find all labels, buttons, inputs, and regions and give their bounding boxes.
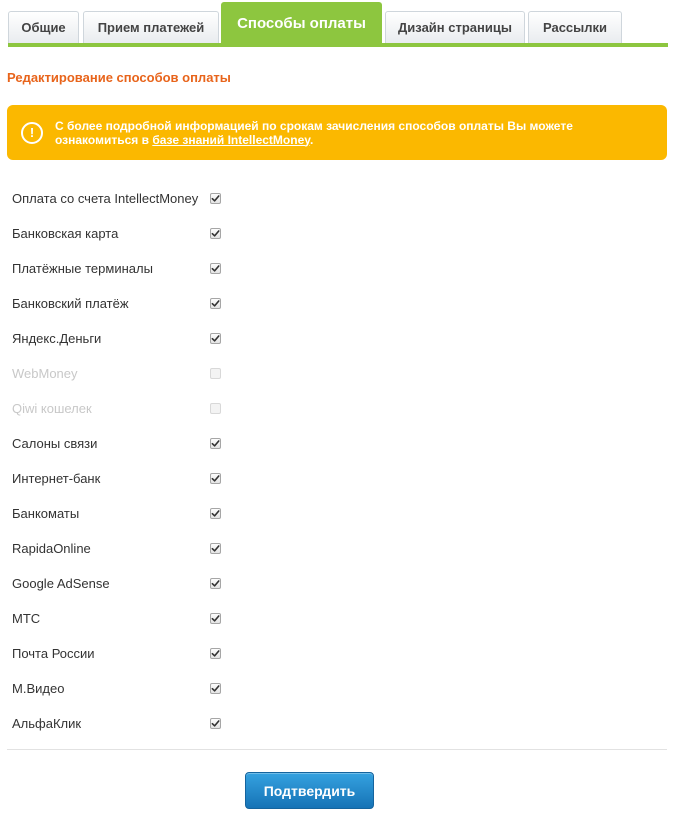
confirm-button[interactable]: Подтвердить [245, 772, 374, 809]
payment-method-label: Банковский платёж [12, 296, 129, 311]
checkmark-icon [211, 579, 220, 588]
payment-method-label: Google AdSense [12, 576, 110, 591]
payment-method-checkbox[interactable] [210, 648, 221, 659]
payment-method-label: Оплата со счета IntellectMoney [12, 191, 199, 206]
alert-message [55, 119, 651, 147]
checkmark-icon [211, 614, 220, 623]
payment-method-label: RapidaOnline [12, 541, 91, 556]
checkmark-icon [211, 334, 220, 343]
alert-text-after: . [310, 132, 314, 147]
checkmark-icon [211, 264, 220, 273]
payment-method-row [12, 461, 312, 496]
divider [7, 749, 667, 750]
payment-method-label: Qiwi кошелек [12, 401, 92, 416]
payment-method-row [12, 251, 312, 286]
payment-method-row [12, 426, 312, 461]
payment-method-label: Салоны связи [12, 436, 98, 451]
checkmark-icon [211, 649, 220, 658]
alert-text-before: С более подробной информацией по срокам зачисления способов оплаты Вы можете ознакомиться в [55, 118, 573, 147]
payment-method-checkbox[interactable] [210, 578, 221, 589]
payment-method-row [12, 391, 312, 426]
payment-method-checkbox[interactable] [210, 473, 221, 484]
knowledge-base-link[interactable]: базе знаний IntellectMoney [152, 132, 311, 147]
payment-method-checkbox[interactable] [210, 263, 221, 274]
payment-method-label: Яндекс.Деньги [12, 331, 102, 346]
payment-method-row [12, 321, 312, 356]
checkmark-icon [211, 544, 220, 553]
payment-method-label: Банковская карта [12, 226, 119, 241]
payment-method-row [12, 356, 312, 391]
checkmark-icon [211, 229, 220, 238]
payment-method-row [12, 216, 312, 251]
checkmark-icon [211, 439, 220, 448]
payment-method-checkbox[interactable] [210, 438, 221, 449]
payment-method-row [12, 181, 312, 216]
payment-method-label: WebMoney [12, 366, 78, 381]
checkmark-icon [211, 299, 220, 308]
tab-payment-acceptance[interactable]: Прием платежей [83, 11, 219, 43]
payment-method-checkbox[interactable] [210, 298, 221, 309]
tab-page-design[interactable]: Дизайн страницы [385, 11, 525, 43]
tab-mailings[interactable]: Рассылки [528, 11, 622, 43]
exclamation-icon: ! [21, 122, 43, 144]
payment-method-checkbox[interactable] [210, 333, 221, 344]
payment-methods-list [12, 181, 312, 741]
checkmark-icon [211, 194, 220, 203]
payment-method-checkbox[interactable] [210, 228, 221, 239]
tab-general[interactable]: Общие [8, 11, 79, 43]
payment-method-checkbox [210, 368, 221, 379]
payment-method-row [12, 496, 312, 531]
payment-method-checkbox[interactable] [210, 543, 221, 554]
payment-method-label: АльфаКлик [12, 716, 82, 731]
tab-payment-methods[interactable]: Способы оплаты [221, 2, 382, 47]
payment-method-label: Банкоматы [12, 506, 80, 521]
payment-method-label: Интернет-банк [12, 471, 101, 486]
payment-method-label: Платёжные терминалы [12, 261, 153, 276]
payment-method-row [12, 566, 312, 601]
payment-method-row [12, 531, 312, 566]
checkmark-icon [211, 509, 220, 518]
payment-method-row [12, 601, 312, 636]
checkmark-icon [211, 684, 220, 693]
payment-method-row [12, 286, 312, 321]
payment-method-checkbox[interactable] [210, 193, 221, 204]
payment-method-checkbox[interactable] [210, 613, 221, 624]
payment-method-checkbox[interactable] [210, 508, 221, 519]
checkmark-icon [211, 474, 220, 483]
payment-method-label: М.Видео [12, 681, 65, 696]
payment-method-label: МТС [12, 611, 41, 626]
payment-method-checkbox[interactable] [210, 683, 221, 694]
payment-method-row [12, 706, 312, 741]
payment-method-label: Почта России [12, 646, 95, 661]
payment-method-checkbox [210, 403, 221, 414]
tab-bar [8, 0, 668, 47]
info-alert [7, 105, 667, 160]
payment-method-row [12, 671, 312, 706]
payment-method-row [12, 636, 312, 671]
payment-method-checkbox[interactable] [210, 718, 221, 729]
section-title: Редактирование способов оплаты [7, 70, 231, 85]
checkmark-icon [211, 719, 220, 728]
